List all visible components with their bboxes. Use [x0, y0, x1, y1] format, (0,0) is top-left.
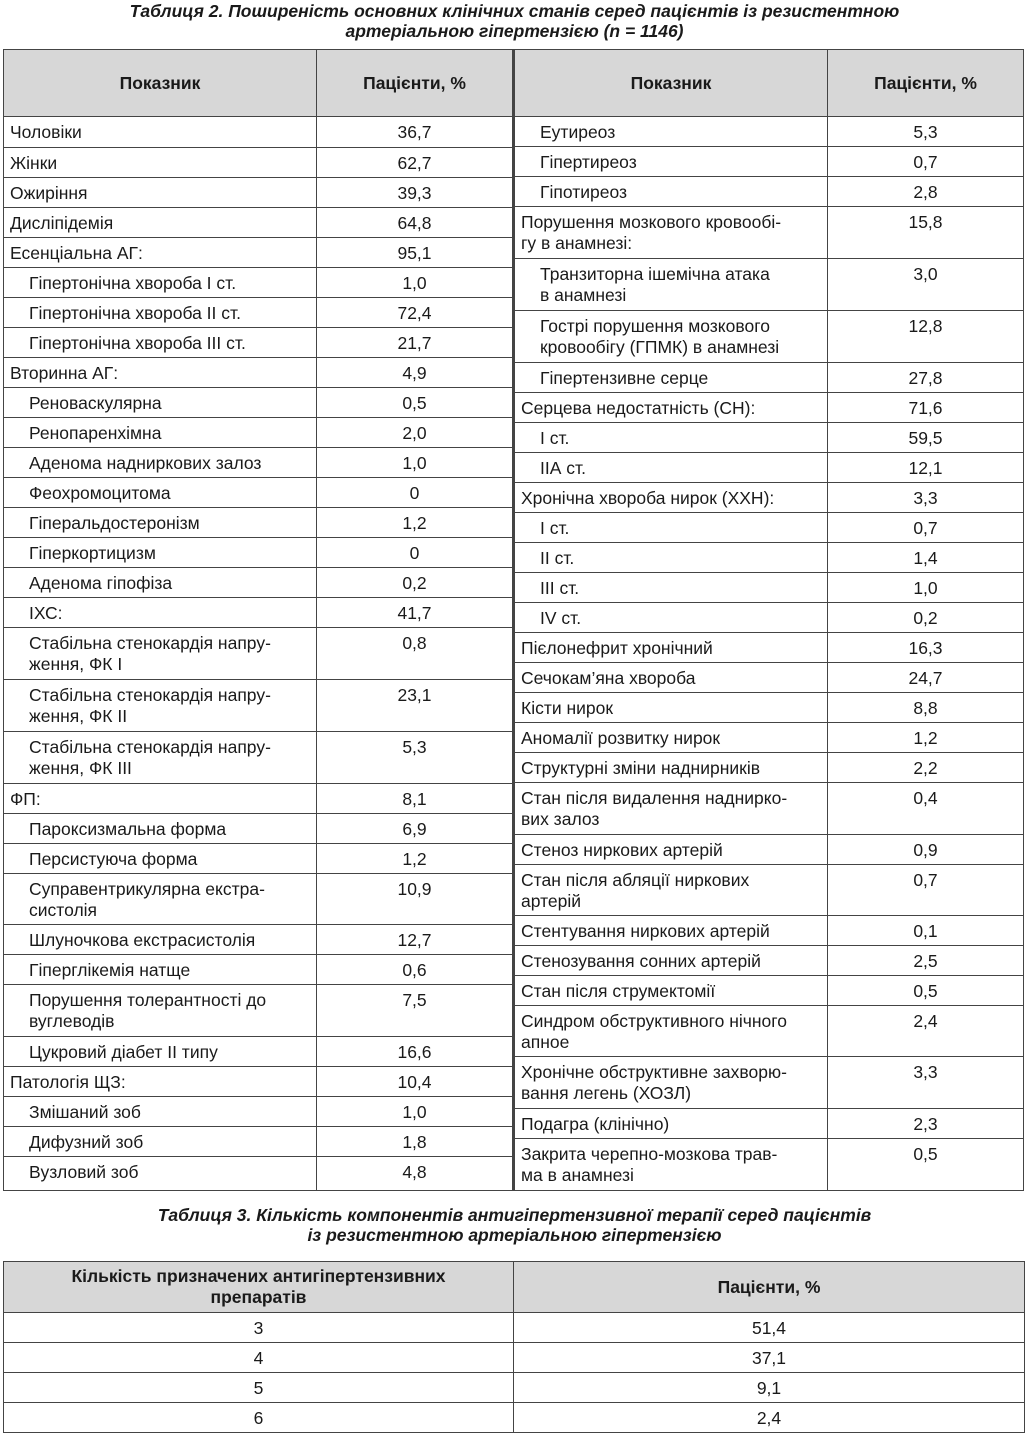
right-patients-value: 2,4 [828, 1006, 1024, 1057]
left-indicator-label: Вторинна АГ: [4, 358, 317, 388]
header-count: Кількість призначених антигіпертензивних препаратів [4, 1262, 514, 1313]
left-indicator-label: ІХС: [4, 598, 317, 628]
right-patients-value: 0,5 [828, 976, 1024, 1006]
right-patients-value: 0,7 [828, 865, 1024, 916]
left-indicator-label: Дифузний зоб [4, 1127, 317, 1157]
drug-count: 5 [4, 1373, 514, 1403]
right-indicator-label: Синдром обструктивного нічного апное [514, 1006, 828, 1057]
right-indicator-label: Стеноз ниркових артерій [514, 835, 828, 865]
left-indicator-label: Суправентрикулярна екстра- систолія [4, 874, 317, 925]
right-patients-value: 16,3 [828, 633, 1024, 663]
right-indicator-label: Закрита черепно-мозкова трав- ма в анамнезі [514, 1139, 828, 1191]
left-patients-value: 72,4 [317, 298, 514, 328]
left-indicator-label: Жінки [4, 148, 317, 178]
right-indicator-label: Хронічна хвороба нирок (ХХН): [514, 483, 828, 513]
right-indicator-label: І ст. [514, 423, 828, 453]
left-patients-value: 1,8 [317, 1127, 514, 1157]
left-indicator-label: Гіперкортицизм [4, 538, 317, 568]
left-patients-value: 36,7 [317, 117, 514, 148]
right-indicator-label: Стан після абляції ниркових артерій [514, 865, 828, 916]
table3-row [4, 1313, 1025, 1343]
right-indicator-label: І ст. [514, 513, 828, 543]
right-patients-value: 3,3 [828, 1057, 1024, 1109]
right-indicator-label: Кісти нирок [514, 693, 828, 723]
table2 [3, 49, 1024, 1191]
right-patients-value: 1,4 [828, 543, 1024, 573]
patients-value: 51,4 [514, 1313, 1025, 1343]
left-patients-value: 95,1 [317, 238, 514, 268]
left-indicator-label: Гіперглікемія натще [4, 955, 317, 985]
left-indicator-label: Змішаний зоб [4, 1097, 317, 1127]
table3-caption-line2: із резистентною артеріальною гіпертензією [307, 1225, 722, 1245]
header-patients-right: Пацієнти, % [828, 50, 1024, 117]
left-patients-value: 12,7 [317, 925, 514, 955]
right-patients-value: 12,8 [828, 311, 1024, 363]
left-indicator-label: Патологія ЩЗ: [4, 1067, 317, 1097]
table3-row [4, 1343, 1025, 1373]
drug-count: 6 [4, 1403, 514, 1433]
header-indicator-left: Показник [4, 50, 317, 117]
right-indicator-label: Еутиреоз [514, 117, 828, 147]
left-patients-value: 6,9 [317, 814, 514, 844]
left-indicator-label: Гіперальдостеронізм [4, 508, 317, 538]
right-patients-value: 2,8 [828, 177, 1024, 207]
right-patients-value: 5,3 [828, 117, 1024, 147]
left-indicator-label: Стабільна стенокардія напру- ження, ФК І [4, 628, 317, 680]
table3-body [4, 1313, 1025, 1433]
left-patients-value: 2,0 [317, 418, 514, 448]
left-indicator-label: Персистуюча форма [4, 844, 317, 874]
right-patients-value: 24,7 [828, 663, 1024, 693]
right-patients-value: 1,2 [828, 723, 1024, 753]
header-patients-left: Пацієнти, % [317, 50, 514, 117]
left-patients-value: 7,5 [317, 985, 514, 1037]
left-indicator-label: Гіпертонічна хвороба ІІ ст. [4, 298, 317, 328]
right-indicator-label: ІІІ ст. [514, 573, 828, 603]
right-indicator-label: Гіпотиреоз [514, 177, 828, 207]
header-indicator-right: Показник [514, 50, 828, 117]
right-patients-value: 59,5 [828, 423, 1024, 453]
table3-row [4, 1373, 1025, 1403]
left-patients-value: 4,8 [317, 1157, 514, 1191]
left-patients-value: 0,8 [317, 628, 514, 680]
table2-caption [0, 1, 1029, 41]
right-indicator-label: Стан після струмектомії [514, 976, 828, 1006]
right-indicator-label: Серцева недостатність (СН): [514, 393, 828, 423]
left-patients-value: 41,7 [317, 598, 514, 628]
table2-caption-line2: артеріальною гіпертензією (n = 1146) [345, 21, 684, 41]
right-patients-value: 0,9 [828, 835, 1024, 865]
right-indicator-label: Стенозування сонних артерій [514, 946, 828, 976]
right-patients-value: 8,8 [828, 693, 1024, 723]
left-patients-value: 39,3 [317, 178, 514, 208]
right-patients-value: 3,0 [828, 259, 1024, 311]
left-patients-value: 4,9 [317, 358, 514, 388]
left-patients-value: 62,7 [317, 148, 514, 178]
left-patients-value: 1,0 [317, 1097, 514, 1127]
left-indicator-label: ФП: [4, 784, 317, 814]
right-patients-value: 71,6 [828, 393, 1024, 423]
right-indicator-label: Порушення мозкового кровообі- гу в анамнезі: [514, 207, 828, 259]
right-indicator-label: Сечокам’яна хвороба [514, 663, 828, 693]
left-patients-value: 1,2 [317, 508, 514, 538]
left-indicator-label: Стабільна стенокардія напру- ження, ФК ІІ [4, 680, 317, 732]
right-indicator-label: Аномалії розвитку нирок [514, 723, 828, 753]
left-indicator-label: Реноваскулярна [4, 388, 317, 418]
right-patients-value: 0,2 [828, 603, 1024, 633]
left-indicator-label: Чоловіки [4, 117, 317, 148]
left-patients-value: 0,6 [317, 955, 514, 985]
right-indicator-label: ІІ ст. [514, 543, 828, 573]
left-indicator-label: Феохромоцитома [4, 478, 317, 508]
table3 [3, 1261, 1025, 1433]
right-patients-value: 3,3 [828, 483, 1024, 513]
right-indicator-label: Подагра (клінічно) [514, 1109, 828, 1139]
table3-caption [0, 1205, 1029, 1245]
patients-value: 37,1 [514, 1343, 1025, 1373]
left-indicator-label: Дисліпідемія [4, 208, 317, 238]
right-indicator-label: Пієлонефрит хронічний [514, 633, 828, 663]
left-patients-value: 64,8 [317, 208, 514, 238]
table3-header-row [4, 1262, 1025, 1313]
table2-body [4, 117, 1024, 1191]
left-indicator-label: Аденома надниркових залоз [4, 448, 317, 478]
left-indicator-label: Ожиріння [4, 178, 317, 208]
right-indicator-label: Структурні зміни наднирників [514, 753, 828, 783]
left-patients-value: 0,5 [317, 388, 514, 418]
left-indicator-label: Ренопаренхімна [4, 418, 317, 448]
left-patients-value: 10,9 [317, 874, 514, 925]
drug-count: 4 [4, 1343, 514, 1373]
right-patients-value: 2,5 [828, 946, 1024, 976]
right-patients-value: 0,7 [828, 513, 1024, 543]
table2-caption-line1: Таблиця 2. Поширеність основних клінічних станів серед пацієнтів із резистентною [129, 1, 900, 21]
right-indicator-label: Транзиторна ішемічна атака в анамнезі [514, 259, 828, 311]
left-indicator-label: Есенціальна АГ: [4, 238, 317, 268]
table2-row [4, 117, 1024, 147]
right-patients-value: 1,0 [828, 573, 1024, 603]
left-indicator-label: Шлуночкова екстрасистолія [4, 925, 317, 955]
right-patients-value: 0,5 [828, 1139, 1024, 1191]
left-patients-value: 1,0 [317, 268, 514, 298]
drug-count: 3 [4, 1313, 514, 1343]
left-indicator-label: Цукровий діабет ІІ типу [4, 1037, 317, 1067]
right-patients-value: 12,1 [828, 453, 1024, 483]
right-indicator-label: IV ст. [514, 603, 828, 633]
left-patients-value: 5,3 [317, 732, 514, 784]
right-indicator-label: Стентування ниркових артерій [514, 916, 828, 946]
table3-caption-line1: Таблиця 3. Кількість компонентів антигіпертензивної терапії серед пацієнтів [157, 1205, 872, 1225]
left-indicator-label: Стабільна стенокардія напру- ження, ФК ІІІ [4, 732, 317, 784]
left-patients-value: 23,1 [317, 680, 514, 732]
left-patients-value: 21,7 [317, 328, 514, 358]
right-patients-value: 2,2 [828, 753, 1024, 783]
left-indicator-label: Гіпертонічна хвороба ІІІ ст. [4, 328, 317, 358]
right-patients-value: 0,1 [828, 916, 1024, 946]
right-patients-value: 0,4 [828, 783, 1024, 835]
table3-row [4, 1403, 1025, 1433]
left-patients-value: 1,0 [317, 448, 514, 478]
left-patients-value: 0 [317, 478, 514, 508]
left-patients-value: 0,2 [317, 568, 514, 598]
table2-header-row [4, 50, 1024, 117]
left-patients-value: 10,4 [317, 1067, 514, 1097]
left-indicator-label: Аденома гіпофіза [4, 568, 317, 598]
right-patients-value: 2,3 [828, 1109, 1024, 1139]
header-patients: Пацієнти, % [514, 1262, 1025, 1313]
patients-value: 2,4 [514, 1403, 1025, 1433]
left-patients-value: 16,6 [317, 1037, 514, 1067]
right-indicator-label: ІІА ст. [514, 453, 828, 483]
right-indicator-label: Гіпертензивне серце [514, 363, 828, 393]
right-patients-value: 27,8 [828, 363, 1024, 393]
left-indicator-label: Порушення толерантності до вуглеводів [4, 985, 317, 1037]
right-indicator-label: Стан після видалення наднирко- вих залоз [514, 783, 828, 835]
right-indicator-label: Гіпертиреоз [514, 147, 828, 177]
left-patients-value: 0 [317, 538, 514, 568]
right-patients-value: 15,8 [828, 207, 1024, 259]
left-indicator-label: Вузловий зоб [4, 1157, 317, 1191]
left-patients-value: 1,2 [317, 844, 514, 874]
left-indicator-label: Гіпертонічна хвороба І ст. [4, 268, 317, 298]
right-patients-value: 0,7 [828, 147, 1024, 177]
patients-value: 9,1 [514, 1373, 1025, 1403]
right-indicator-label: Гострі порушення мозкового кровообігу (ГПМК) в анамнезі [514, 311, 828, 363]
right-indicator-label: Хронічне обструктивне захворю- вання легень (ХОЗЛ) [514, 1057, 828, 1109]
left-indicator-label: Пароксизмальна форма [4, 814, 317, 844]
left-patients-value: 8,1 [317, 784, 514, 814]
